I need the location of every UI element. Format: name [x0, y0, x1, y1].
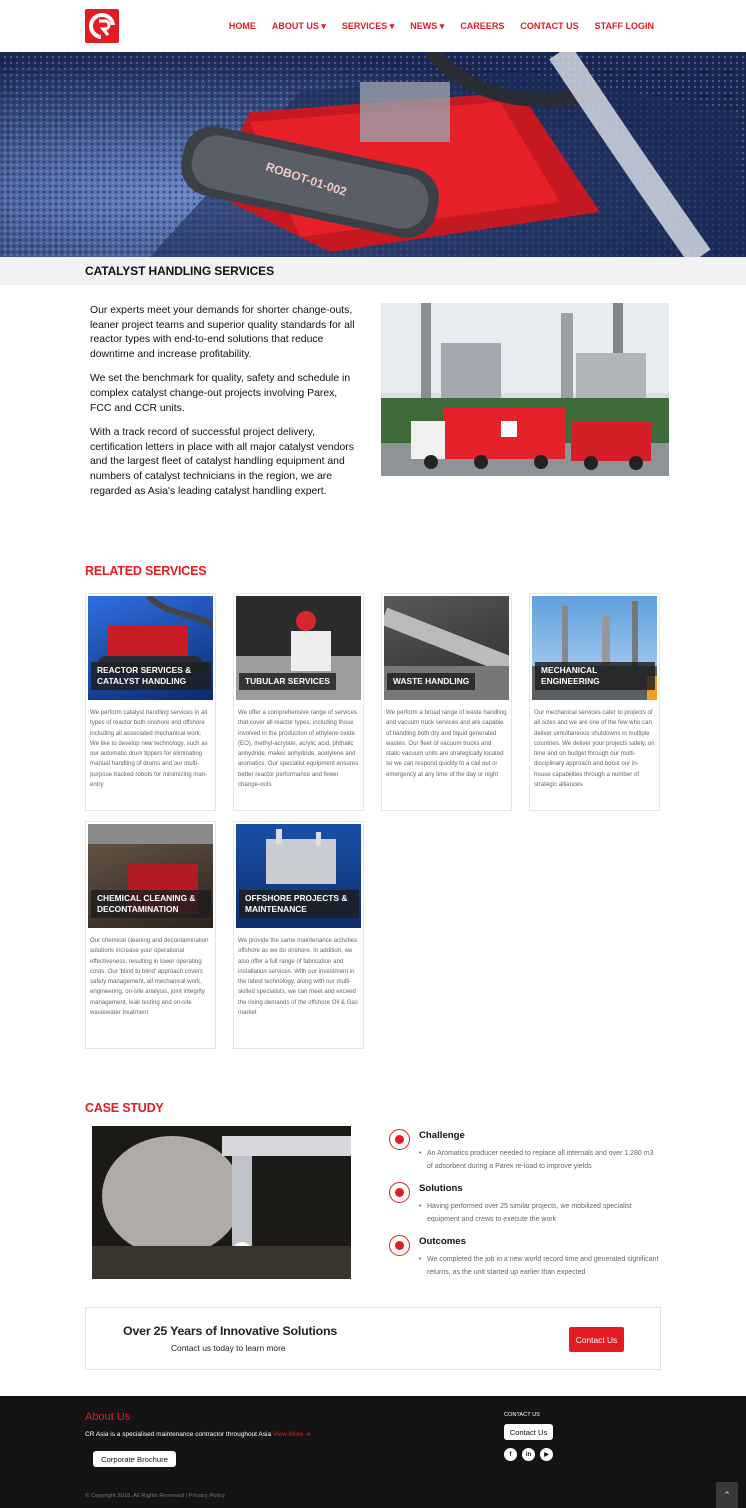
service-card-image [236, 824, 361, 928]
service-card-text: Our mechanical services cater to projects of all sizes and we are one of the few who can deliver simultaneous shutdowns in multiple countries. We deliver your projects safely, on time and on budget through our multi-disciplinary approach and boost our in-house capabilities through a number of strategic alliances [534, 709, 655, 789]
cr-asia-logo[interactable] [85, 9, 119, 43]
service-card-image [236, 596, 361, 700]
case-study-item-text: • An Aromatics producer needed to replace all internals and over 1,280 m3 of adsorbent during a Parex re-load to improve yields [419, 1148, 659, 1173]
service-card-label[interactable]: REACTOR SERVICES & CATALYST HANDLING [91, 662, 211, 690]
case-study-item-title: Outcomes [419, 1236, 466, 1247]
intro-paragraph: Our experts meet your demands for shorter change-outs, leaner project teams and superior quality standards for all reactor types with end-to-end solutions that reduce downtime and increase profitability. [90, 305, 355, 360]
service-card-image [88, 596, 213, 700]
service-card-image [384, 596, 509, 700]
service-card-label[interactable]: MECHANICAL ENGINEERING [535, 662, 655, 690]
case-study-item-title: Challenge [419, 1130, 465, 1141]
service-card-text: We offer a comprehensive range of services that cover all reactor types, including those involved in the production of ethylene oxide (EO), methyl-acrylate, acrylic acid, phthalic anhydride, maleic anhydride, acetylene and aromatics. Our specialist equipment ensures better reactor performance and fewer change-outs [238, 709, 359, 789]
site-footer [0, 1396, 746, 1508]
intro-text [90, 304, 355, 509]
cta-box [85, 1307, 661, 1370]
footer-about-desc: CR Asia is a specialised maintenance contractor throughout Asia [85, 1431, 272, 1438]
back-to-top-icon[interactable]: ⌃ [716, 1482, 738, 1508]
cta-subtitle: Contact us today to learn more [171, 1343, 286, 1353]
corporate-brochure-button[interactable]: Corporate Brochure [93, 1451, 176, 1467]
service-card-tubular[interactable] [233, 593, 364, 811]
service-card-chemical[interactable] [85, 821, 216, 1049]
service-card-text: We perform a broad range of waste handling and vacuum truck services and are capable of handling both dry and liquid generated wastes. Our fleet of vacuum trucks and static vacuum units are strategically located so we can respond quickly to a call out or emergency at any time of the day or night [386, 709, 507, 778]
case-study-item-title: Solutions [419, 1183, 463, 1194]
nav-services[interactable]: SERVICES ▾ [341, 21, 395, 31]
case-study-item-text: • We completed the job in a new world record time and generated significant returns, as the unit started up earlier than expected [419, 1254, 659, 1279]
nav-careers[interactable]: CAREERS [460, 21, 505, 31]
service-card-mechanical[interactable] [529, 593, 660, 811]
facebook-icon[interactable]: f [504, 1448, 517, 1461]
refinery-truck-image [381, 303, 669, 476]
footer-about-text [85, 1430, 311, 1438]
service-card-text: We provide the same maintenance activities offshore as we do onshore. In addition, we also offer a full range of fabrication and installation services. With our investment in the latest technology, along with our multi-skilled specialists, we can meet and exceed the rising demands of the offshore Oil & Gas market [238, 937, 358, 1017]
service-card-image [532, 596, 657, 700]
nav-about-us[interactable]: ABOUT US ▾ [271, 21, 326, 31]
copyright-text: © Copyright 2018. All Rights Reserved | Privacy Policy [85, 1493, 225, 1499]
hero-robot-label: ROBOT-01-002 [264, 159, 349, 199]
service-card-reactor[interactable] [85, 593, 216, 811]
nav-contact-us[interactable]: CONTACT US [520, 21, 579, 31]
service-card-label[interactable]: OFFSHORE PROJECTS & MAINTENANCE [239, 890, 359, 918]
nav-home[interactable]: HOME [228, 21, 256, 31]
nav-news[interactable]: NEWS ▾ [410, 21, 445, 31]
youtube-icon[interactable]: ▶ [540, 1448, 553, 1461]
case-study-image-welder [92, 1126, 351, 1279]
view-more-link[interactable]: View More ➔ [272, 1431, 311, 1438]
service-card-waste[interactable] [381, 593, 512, 811]
check-icon [389, 1182, 410, 1203]
service-card-offshore[interactable] [233, 821, 364, 1049]
footer-about-title: About Us [85, 1411, 131, 1423]
page-title: CATALYST HANDLING SERVICES [85, 264, 274, 278]
related-services-heading: RELATED SERVICES [85, 564, 207, 578]
service-card-text: Our chemical cleaning and decontamination solutions increase your operational effectiveness, resulting in lower operating costs. Our 'blind to blind' approach covers safety management, all mechanical work, engineering, on-site analysis, joint integrity management, leak testing and on-site wastewater treatment [90, 937, 209, 1017]
service-card-label[interactable]: WASTE HANDLING [387, 673, 475, 690]
page-title-bar [0, 257, 746, 285]
service-card-label[interactable]: CHEMICAL CLEANING & DECONTAMINATION [91, 890, 211, 918]
nav-staff-login[interactable]: STAFF LOGIN [594, 21, 654, 31]
footer-contact-us-button[interactable]: Contact Us [504, 1424, 553, 1440]
service-card-label[interactable]: TUBULAR SERVICES [239, 673, 336, 690]
exclamation-icon [389, 1129, 410, 1150]
main-nav [229, 21, 654, 32]
site-header [0, 0, 746, 52]
intro-paragraph: We set the benchmark for quality, safety and schedule in complex catalyst change-out projects involving Parex, FCC and CCR units. [90, 373, 351, 414]
intro-paragraph: With a track record of successful project delivery, certification letters in place with all major catalyst vendors and the largest fleet of catalyst handling equipment and numbers of catalyst technicians in the region, we are regarded as Asia's leading catalyst handling expert. [90, 427, 354, 497]
case-study-item-text: • Having performed over 25 similar projects, we mobilized specialist equipment and crews to execute the work [419, 1201, 659, 1226]
linkedin-icon[interactable]: in [522, 1448, 535, 1461]
service-card-image [88, 824, 213, 928]
hero-image-robot [0, 52, 746, 257]
footer-contact-heading: CONTACT US [504, 1412, 540, 1418]
case-study-heading: CASE STUDY [85, 1101, 164, 1115]
service-card-text: We perform catalyst handling services in all types of reactor both onshore and offshore including all associated mechanical work. We like to develop new technology, such as our automatic drum tippers for eliminating manual handling of drums and our multi-purpose tracked robots for minimizing man-entry [90, 709, 208, 789]
document-icon [389, 1235, 410, 1256]
contact-us-button[interactable]: Contact Us [569, 1327, 624, 1352]
cta-title: Over 25 Years of Innovative Solutions [123, 1324, 338, 1338]
